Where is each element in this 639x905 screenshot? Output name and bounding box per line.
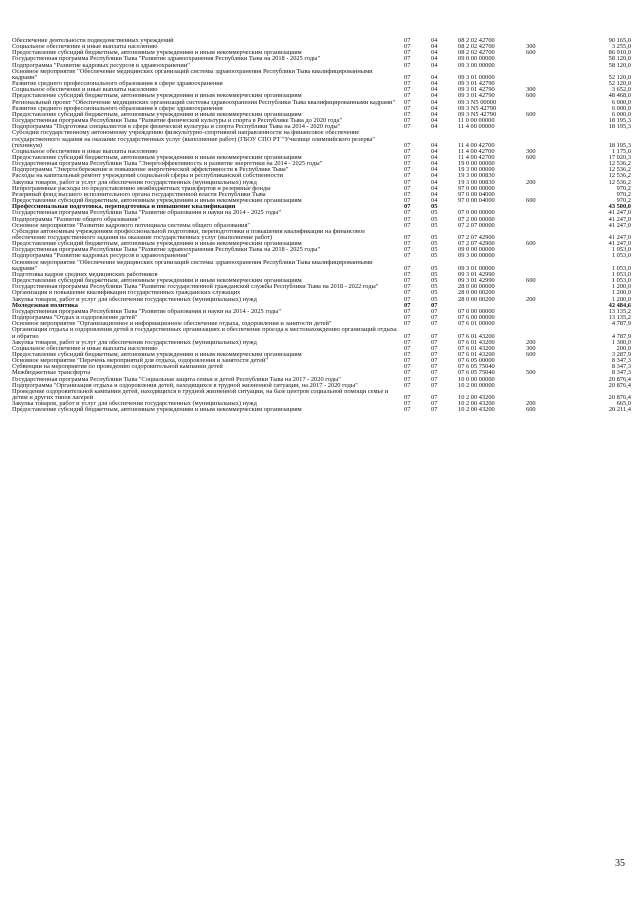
row-target-article: 08 2 02 42700 bbox=[458, 50, 495, 57]
row-expense-type: 600 bbox=[526, 241, 536, 248]
row-section: 07 bbox=[404, 302, 411, 309]
row-name: Государственная программа Республики Тыва "Энергоэффективность и развитие энергетики на 2014 - 2025 годы" bbox=[12, 160, 323, 168]
row-target-article: 07 0 00 00000 bbox=[458, 210, 495, 217]
row-section: 07 bbox=[404, 161, 411, 168]
row-name: Государственная программа Республики Тыва "Развитие образования и науки на 2014 - 2025 годы" bbox=[12, 209, 281, 217]
row-target-article: 09 3 01 00000 bbox=[458, 73, 495, 81]
row-section: 07 bbox=[404, 407, 411, 414]
row-section: 07 bbox=[404, 394, 411, 402]
row-name: Основное мероприятие "Развитие кадрового потенциала системы общего образования" bbox=[12, 221, 250, 229]
row-target-article: 09 3 01 42990 bbox=[458, 271, 495, 278]
row-subsection: 05 bbox=[431, 284, 438, 291]
table-row bbox=[12, 407, 631, 413]
row-target-article: 11 4 00 42700 bbox=[458, 154, 495, 161]
row-expense-type: 300 bbox=[526, 148, 536, 155]
row-amount: 12 536,2 bbox=[608, 161, 631, 168]
row-expense-type: 200 bbox=[526, 296, 536, 303]
row-target-article: 09 3 N5 42790 bbox=[458, 105, 497, 112]
row-name: Профессиональная подготовка, переподготовка и повышение квалификации bbox=[12, 203, 236, 211]
row-target-article: 07 6 05 75040 bbox=[458, 370, 495, 377]
row-subsection: 04 bbox=[431, 105, 438, 112]
row-name: Предоставление субсидий бюджетным, автономным учреждениям и иным некоммерческим организациям bbox=[12, 277, 302, 285]
row-name: Субсидии государственному автономному учреждению физкультурно-спортивной направленности на финансовое обеспечение государственного задания на оказание государственных услуг (выполнение работ) (ГБОУ СПО РТ "Училище олимпийского резерва" (техникум) bbox=[12, 129, 375, 149]
row-subsection: 07 bbox=[431, 407, 438, 414]
row-name: Основное мероприятие "Обеспечение медицинских организаций системы здравоохранения Республики Тыва квалифицированными кадрами" bbox=[12, 258, 373, 272]
row-name: Основное мероприятие "Перечень мероприятий для отдыха, оздоровления и занятости детей" bbox=[12, 357, 268, 365]
row-name: Предоставление субсидий бюджетным, автономным учреждениям и иным некоммерческим организациям bbox=[12, 49, 302, 57]
row-amount: 18 195,3 bbox=[608, 141, 631, 149]
row-amount: 1 053,0 bbox=[611, 247, 631, 254]
row-name: Государственная программа Республики Тыва "Развитие здравоохранения Республики Тыва на 2018 - 2025 годы" bbox=[12, 246, 321, 254]
row-expense-type: 600 bbox=[526, 198, 536, 205]
row-amount: 6 000,0 bbox=[611, 99, 631, 106]
row-amount: 86 910,0 bbox=[608, 50, 631, 57]
row-amount: 1 300,0 bbox=[611, 339, 631, 346]
page-number: 35 bbox=[615, 858, 625, 869]
row-target-article: 11 0 00 00000 bbox=[458, 118, 495, 125]
row-subsection: 07 bbox=[431, 358, 438, 365]
row-target-article: 07 6 01 43200 bbox=[458, 351, 495, 358]
row-expense-type: 600 bbox=[526, 50, 536, 57]
row-section: 07 bbox=[404, 50, 411, 57]
row-target-article: 09 3 01 42790 bbox=[458, 87, 495, 94]
row-amount: 1 053,0 bbox=[611, 253, 631, 260]
row-subsection: 04 bbox=[431, 198, 438, 205]
row-subsection: 04 bbox=[431, 99, 438, 106]
row-section: 07 bbox=[404, 278, 411, 285]
row-amount: 20 876,4 bbox=[608, 394, 631, 402]
row-amount: 1 200,0 bbox=[611, 290, 631, 297]
row-section: 07 bbox=[404, 216, 411, 223]
row-section: 07 bbox=[404, 345, 411, 352]
row-amount: 1 200,0 bbox=[611, 296, 631, 303]
budget-table-body bbox=[12, 38, 631, 414]
row-target-article: 19 3 00 00000 bbox=[458, 167, 495, 174]
row-amount: 58 120,0 bbox=[608, 56, 631, 63]
row-amount: 12 536,2 bbox=[608, 173, 631, 180]
row-section: 07 bbox=[404, 141, 411, 149]
row-section: 07 bbox=[404, 124, 411, 131]
row-name: Предоставление субсидий бюджетным, автономным учреждениям и иным некоммерческим организациям bbox=[12, 406, 302, 414]
row-subsection: 04 bbox=[431, 141, 438, 149]
row-name: Предоставление субсидий бюджетным, автономным учреждениям и иным некоммерческим организациям bbox=[12, 153, 302, 161]
row-subsection: 07 bbox=[431, 382, 438, 389]
row-amount: 20 211,4 bbox=[608, 407, 631, 414]
row-subsection: 04 bbox=[431, 87, 438, 94]
row-subsection: 07 bbox=[431, 332, 438, 340]
row-subsection: 07 bbox=[431, 376, 438, 383]
row-amount: 41 247,0 bbox=[608, 234, 631, 241]
row-subsection: 04 bbox=[431, 154, 438, 161]
row-section: 07 bbox=[404, 38, 411, 44]
row-name: Социальное обеспечение и иные выплаты населению bbox=[12, 86, 158, 94]
row-name: Организация отдыха и оздоровления детей в государственных организациях и обеспечение проезда к местонахождению организаций отдыха и обратно bbox=[12, 326, 397, 340]
row-subsection: 05 bbox=[431, 271, 438, 278]
row-section: 07 bbox=[404, 376, 411, 383]
row-section: 07 bbox=[404, 81, 411, 88]
row-amount: 18 195,3 bbox=[608, 124, 631, 131]
row-subsection: 07 bbox=[431, 321, 438, 328]
row-name: Подпрограмма "Подготовка специалистов в сфере физической культуры и спорта Республики Тыва на 2014 - 2020 годы" bbox=[12, 123, 341, 131]
row-name: Организация и повышение квалификации государственных гражданских служащих bbox=[12, 289, 241, 297]
row-amount: 41 247,0 bbox=[608, 216, 631, 223]
row-subsection: 04 bbox=[431, 161, 438, 168]
row-subsection: 07 bbox=[431, 339, 438, 346]
row-section: 07 bbox=[404, 401, 411, 408]
row-subsection: 04 bbox=[431, 173, 438, 180]
row-section: 07 bbox=[404, 167, 411, 174]
row-name: Закупка товаров, работ и услуг для обеспечения государственных (муниципальных) нужд bbox=[12, 295, 257, 303]
row-section: 07 bbox=[404, 179, 411, 186]
row-name: Социальное обеспечение и иные выплаты населению bbox=[12, 344, 158, 352]
row-subsection: 04 bbox=[431, 50, 438, 57]
row-amount: 18 195,3 bbox=[608, 118, 631, 125]
row-amount: 13 135,2 bbox=[608, 315, 631, 322]
row-amount: 665,0 bbox=[616, 401, 631, 408]
row-section: 07 bbox=[404, 99, 411, 106]
row-name: Развитие среднего профессионального образования в сфере здравоохранения bbox=[12, 80, 223, 88]
row-target-article: 19 3 00 00830 bbox=[458, 179, 495, 186]
row-subsection: 04 bbox=[431, 73, 438, 81]
row-amount: 48 468,0 bbox=[608, 93, 631, 100]
row-subsection: 04 bbox=[431, 38, 438, 44]
row-subsection: 05 bbox=[431, 253, 438, 260]
row-subsection: 05 bbox=[431, 222, 438, 229]
row-section: 07 bbox=[404, 234, 411, 241]
row-amount: 3 255,0 bbox=[611, 44, 631, 51]
row-target-article: 07 0 00 00000 bbox=[458, 308, 495, 315]
row-section: 07 bbox=[404, 198, 411, 205]
row-name: Субвенции на мероприятия по проведению оздоровительной кампании детей bbox=[12, 363, 223, 371]
row-name: Подпрограмма "Организация отдыха и оздоровления детей, находящихся в трудной жизненной ситуации, на 2017 - 2020 годы" bbox=[12, 381, 358, 389]
row-target-article: 07 2 07 42900 bbox=[458, 241, 495, 248]
row-target-article: 07 6 05 75040 bbox=[458, 364, 495, 371]
row-target-article: 28 0 00 00200 bbox=[458, 290, 495, 297]
row-section: 07 bbox=[404, 105, 411, 112]
row-expense-type: 300 bbox=[526, 44, 536, 51]
row-amount: 13 135,2 bbox=[608, 308, 631, 315]
row-amount: 42 484,6 bbox=[608, 302, 631, 309]
row-target-article: 09 3 01 42790 bbox=[458, 81, 495, 88]
row-name: Предоставление субсидий бюджетным, автономным учреждениям и иным некоммерческим организациям bbox=[12, 92, 302, 100]
row-section: 07 bbox=[404, 56, 411, 63]
row-subsection: 07 bbox=[431, 370, 438, 377]
row-target-article: 09 3 01 42790 bbox=[458, 93, 495, 100]
row-target-article: 11 4 00 42700 bbox=[458, 148, 495, 155]
budget-table-container bbox=[0, 38, 639, 414]
row-name: Социальное обеспечение и иные выплаты населению bbox=[12, 147, 158, 155]
row-target-article: 28 0 00 00000 bbox=[458, 284, 495, 291]
row-expense-type: 600 bbox=[526, 111, 536, 118]
row-expense-type: 600 bbox=[526, 93, 536, 100]
row-amount: 970,2 bbox=[616, 185, 631, 192]
row-name: Резервный фонд высшего исполнительного органа государственной власти Республики Тыва bbox=[12, 190, 266, 198]
row-subsection: 07 bbox=[431, 351, 438, 358]
row-expense-type: 600 bbox=[526, 407, 536, 414]
row-name: Предоставление субсидий бюджетным, автономным учреждениям и иным некоммерческим организациям bbox=[12, 350, 302, 358]
row-subsection: 04 bbox=[431, 148, 438, 155]
row-amount: 1 053,0 bbox=[611, 264, 631, 272]
row-name: Расходы на капитальный ремонт учреждений социальной сферы и республиканской собственности bbox=[12, 172, 284, 180]
row-name: Предоставление субсидий бюджетным, автономным учреждениям и иным некоммерческим организациям bbox=[12, 197, 302, 205]
row-amount: 12 536,2 bbox=[608, 179, 631, 186]
row-subsection: 04 bbox=[431, 124, 438, 131]
row-subsection: 04 bbox=[431, 44, 438, 51]
row-name: Подпрограмма "Развитие общего образования" bbox=[12, 215, 141, 223]
row-target-article: 07 2 07 00000 bbox=[458, 222, 495, 229]
row-amount: 1 053,0 bbox=[611, 271, 631, 278]
table-row bbox=[12, 327, 631, 339]
row-name: Закупка товаров, работ и услуг для обеспечения государственных (муниципальных) нужд bbox=[12, 178, 257, 186]
row-section: 07 bbox=[404, 173, 411, 180]
row-target-article: 97 0 00 04000 bbox=[458, 198, 495, 205]
row-section: 07 bbox=[404, 185, 411, 192]
row-section: 07 bbox=[404, 271, 411, 278]
row-section: 07 bbox=[404, 264, 411, 272]
row-name: Развитие среднего профессионального образования в сфере здравоохранения bbox=[12, 104, 223, 112]
row-expense-type bbox=[526, 229, 571, 241]
row-name: Государственная программа Республики Тыва "Развитие образования и науки на 2014 - 2025 годы" bbox=[12, 307, 281, 315]
row-target-article: 19 3 00 00830 bbox=[458, 173, 495, 180]
row-section: 07 bbox=[404, 93, 411, 100]
row-expense-type: 500 bbox=[526, 370, 536, 377]
row-amount: 1 200,0 bbox=[611, 284, 631, 291]
row-subsection: 05 bbox=[431, 247, 438, 254]
row-section: 07 bbox=[404, 191, 411, 198]
row-amount: 90 165,0 bbox=[608, 38, 631, 44]
row-name: Молодежная политика bbox=[12, 301, 78, 309]
row-section: 07 bbox=[404, 253, 411, 260]
row-subsection: 05 bbox=[431, 264, 438, 272]
row-section: 07 bbox=[404, 332, 411, 340]
row-name: Государственная программа Республики Тыва "Развитие государственной гражданской службы Республики Тыва на 2018 - 2022 годы" bbox=[12, 283, 379, 291]
row-name: Основное мероприятие "Организационное и информационное обеспечение отдыха, оздоровления и занятости детей" bbox=[12, 320, 332, 328]
row-expense-type bbox=[526, 130, 571, 148]
row-expense-type bbox=[526, 389, 571, 401]
row-amount: 52 120,0 bbox=[608, 81, 631, 88]
row-amount: 20 876,4 bbox=[608, 376, 631, 383]
row-expense-type: 200 bbox=[526, 339, 536, 346]
row-subsection: 07 bbox=[431, 364, 438, 371]
row-expense-type: 300 bbox=[526, 345, 536, 352]
row-target-article: 11 4 00 42700 bbox=[458, 141, 495, 149]
row-name: Подпрограмма "Развитие кадровых ресурсов в здравоохранении" bbox=[12, 252, 190, 260]
row-amount: 43 500,0 bbox=[608, 204, 631, 211]
row-name: Предоставление субсидий бюджетным, автономным учреждениям и иным некоммерческим организациям bbox=[12, 240, 302, 248]
row-subsection: 04 bbox=[431, 191, 438, 198]
row-amount: 200,0 bbox=[616, 345, 631, 352]
row-name: Региональный проект "Обеспечение медицинских организаций системы здравоохранения Республики Тыва квалифицированными кадрами" bbox=[12, 98, 396, 106]
row-target-article: 10 2 00 43200 bbox=[458, 394, 495, 402]
row-subsection: 07 bbox=[431, 401, 438, 408]
row-amount: 58 120,0 bbox=[608, 62, 631, 69]
row-expense-type: 300 bbox=[526, 87, 536, 94]
row-name: Проведение оздоровительной кампании детей, находящихся в трудной жизненной ситуации, на базе центров социальной помощи семье и детям и других типов лагерей bbox=[12, 387, 389, 402]
row-name: Непрограммные расходы по предоставлению межбюджетных трансфертов и резервные фонды bbox=[12, 184, 271, 192]
row-target-article: 09 3 00 00000 bbox=[458, 253, 495, 260]
row-amount: 41 247,0 bbox=[608, 241, 631, 248]
row-subsection: 04 bbox=[431, 81, 438, 88]
row-subsection: 04 bbox=[431, 62, 438, 69]
row-name: Обеспечение деятельности подведомственных учреждений bbox=[12, 37, 174, 44]
row-name: Подпрограмма "Энергосбережение и повышение энергетической эффективности в Республике Тыва" bbox=[12, 166, 289, 174]
row-subsection: 07 bbox=[431, 394, 438, 402]
row-subsection: 05 bbox=[431, 278, 438, 285]
row-target-article: 09 3 01 00000 bbox=[458, 264, 495, 272]
row-subsection: 04 bbox=[431, 93, 438, 100]
row-subsection: 04 bbox=[431, 167, 438, 174]
row-section: 07 bbox=[404, 62, 411, 69]
row-name: Закупка товаров, работ и услуг для обеспечения государственных (муниципальных) нужд bbox=[12, 338, 257, 346]
row-amount: 970,2 bbox=[616, 198, 631, 205]
row-target-article: 97 0 00 00000 bbox=[458, 185, 495, 192]
row-section: 07 bbox=[404, 118, 411, 125]
row-subsection: 04 bbox=[431, 185, 438, 192]
row-expense-type: 600 bbox=[526, 154, 536, 161]
row-section: 07 bbox=[404, 382, 411, 389]
row-name: Предоставление субсидий бюджетным, автономным учреждениям и иным некоммерческим организациям bbox=[12, 110, 302, 118]
row-section: 07 bbox=[404, 73, 411, 81]
row-amount: 4 787,9 bbox=[611, 332, 631, 340]
row-amount: 41 247,0 bbox=[608, 210, 631, 217]
table-row bbox=[12, 130, 631, 148]
row-subsection: 04 bbox=[431, 179, 438, 186]
row-section: 07 bbox=[404, 364, 411, 371]
row-target-article: 07 6 01 00000 bbox=[458, 321, 495, 328]
row-amount: 8 347,3 bbox=[611, 358, 631, 365]
row-subsection: 07 bbox=[431, 345, 438, 352]
row-name: Государственная программа Республики Тыва "Развитие физической культуры и спорта в Республике Тыва до 2020 года" bbox=[12, 117, 343, 125]
row-expense-type bbox=[526, 260, 571, 272]
row-subsection: 05 bbox=[431, 290, 438, 297]
row-target-article: 09 3 00 00000 bbox=[458, 62, 495, 69]
row-subsection: 04 bbox=[431, 111, 438, 118]
row-expense-type: 600 bbox=[526, 278, 536, 285]
row-section: 07 bbox=[404, 339, 411, 346]
row-subsection: 05 bbox=[431, 210, 438, 217]
row-section: 07 bbox=[404, 290, 411, 297]
row-target-article: 09 3 N5 00000 bbox=[458, 99, 497, 106]
row-target-article: 97 0 00 04000 bbox=[458, 191, 495, 198]
row-target-article: 09 3 N5 42790 bbox=[458, 111, 497, 118]
row-target-article: 07 6 01 43200 bbox=[458, 339, 495, 346]
row-subsection: 07 bbox=[431, 308, 438, 315]
row-amount: 1 175,0 bbox=[611, 148, 631, 155]
row-amount: 3 287,9 bbox=[611, 351, 631, 358]
row-subsection: 05 bbox=[431, 241, 438, 248]
row-expense-type: 200 bbox=[526, 401, 536, 408]
row-subsection: 05 bbox=[431, 234, 438, 241]
row-target-article: 07 6 01 43200 bbox=[458, 332, 495, 340]
row-section: 07 bbox=[404, 296, 411, 303]
row-amount: 970,2 bbox=[616, 191, 631, 198]
row-section: 07 bbox=[404, 44, 411, 51]
row-section: 07 bbox=[404, 358, 411, 365]
row-target-article: 07 6 01 43200 bbox=[458, 345, 495, 352]
row-section: 07 bbox=[404, 154, 411, 161]
row-amount: 3 652,0 bbox=[611, 87, 631, 94]
row-name: Государственная программа Республики Тыва "Социальная защита семьи и детей Республики Тыва на 2017 - 2020 годы" bbox=[12, 375, 341, 383]
row-section: 07 bbox=[404, 87, 411, 94]
row-expense-type bbox=[526, 327, 571, 339]
row-name: Межбюджетные трансферты bbox=[12, 369, 91, 377]
row-target-article: 08 2 02 42700 bbox=[458, 44, 495, 51]
row-amount: 52 120,0 bbox=[608, 73, 631, 81]
row-name: Социальное обеспечение и иные выплаты населению bbox=[12, 43, 158, 51]
row-amount: 1 053,0 bbox=[611, 278, 631, 285]
row-section: 07 bbox=[404, 284, 411, 291]
row-section: 07 bbox=[404, 247, 411, 254]
row-amount: 17 020,3 bbox=[608, 154, 631, 161]
row-target-article: 10 2 00 00000 bbox=[458, 382, 495, 389]
row-amount: 6 000,0 bbox=[611, 111, 631, 118]
row-section: 07 bbox=[404, 321, 411, 328]
row-target-article: 07 2 07 42900 bbox=[458, 234, 495, 241]
row-amount: 8 347,3 bbox=[611, 370, 631, 377]
row-subsection: 05 bbox=[431, 204, 438, 211]
row-amount: 20 876,4 bbox=[608, 382, 631, 389]
row-section: 07 bbox=[404, 148, 411, 155]
row-name: Государственная программа Республики Тыва "Развитие здравоохранения Республики Тыва на 2018 - 2025 годы" bbox=[12, 55, 321, 63]
row-amount: 6 000,0 bbox=[611, 105, 631, 112]
row-target-article: 09 0 00 00000 bbox=[458, 247, 495, 254]
row-target-article: 28 0 00 00200 bbox=[458, 296, 495, 303]
row-subsection: 07 bbox=[431, 315, 438, 322]
row-expense-type: 600 bbox=[526, 351, 536, 358]
row-section: 07 bbox=[404, 222, 411, 229]
row-amount: 4 787,9 bbox=[611, 321, 631, 328]
row-target-article: 07 2 00 00000 bbox=[458, 216, 495, 223]
row-section: 07 bbox=[404, 204, 411, 211]
row-target-article: 07 6 00 00000 bbox=[458, 315, 495, 322]
row-target-article: 08 2 02 42700 bbox=[458, 38, 495, 44]
row-name: Субсидии автономным учреждениям профессиональной подготовки, переподготовки и повышения квалификации на финансовое обеспечение государственного задания на оказание государственных услуг (выполнение работ) bbox=[12, 227, 366, 241]
row-expense-type bbox=[526, 69, 571, 81]
row-target-article: 09 3 01 42990 bbox=[458, 278, 495, 285]
row-section: 07 bbox=[404, 351, 411, 358]
row-name: Основное мероприятие "Обеспечение медицинских организаций системы здравоохранения Республики Тыва квалифицированными кадрами" bbox=[12, 67, 373, 81]
row-section: 07 bbox=[404, 315, 411, 322]
row-name: Подпрограмма "Развитие кадровых ресурсов в здравоохранении" bbox=[12, 61, 190, 69]
row-target-article: 10 2 00 43200 bbox=[458, 407, 495, 414]
row-amount: 8 347,3 bbox=[611, 364, 631, 371]
row-section: 07 bbox=[404, 111, 411, 118]
row-expense-type: 200 bbox=[526, 179, 536, 186]
row-subsection: 04 bbox=[431, 56, 438, 63]
row-target-article: 19 0 00 00000 bbox=[458, 161, 495, 168]
row-amount: 12 536,2 bbox=[608, 167, 631, 174]
row-subsection: 04 bbox=[431, 118, 438, 125]
row-target-article: 10 2 00 43200 bbox=[458, 401, 495, 408]
row-target-article: 10 0 00 00000 bbox=[458, 376, 495, 383]
row-section: 07 bbox=[404, 241, 411, 248]
row-name: Закупка товаров, работ и услуг для обеспечения государственных (муниципальных) нужд bbox=[12, 400, 257, 408]
row-target-article: 09 0 00 00000 bbox=[458, 56, 495, 63]
row-subsection: 07 bbox=[431, 302, 438, 309]
row-name: Подготовка кадров средних медицинских работников bbox=[12, 270, 158, 278]
row-name: Подпрограмма "Отдых и оздоровление детей" bbox=[12, 314, 138, 322]
row-target-article: 11 4 00 00000 bbox=[458, 124, 495, 131]
budget-table bbox=[12, 38, 631, 414]
row-section: 07 bbox=[404, 370, 411, 377]
row-target-article: 07 6 05 00000 bbox=[458, 358, 495, 365]
row-amount: 41 247,0 bbox=[608, 222, 631, 229]
row-section: 07 bbox=[404, 308, 411, 315]
row-subsection: 05 bbox=[431, 216, 438, 223]
row-subsection: 05 bbox=[431, 296, 438, 303]
row-section: 07 bbox=[404, 210, 411, 217]
